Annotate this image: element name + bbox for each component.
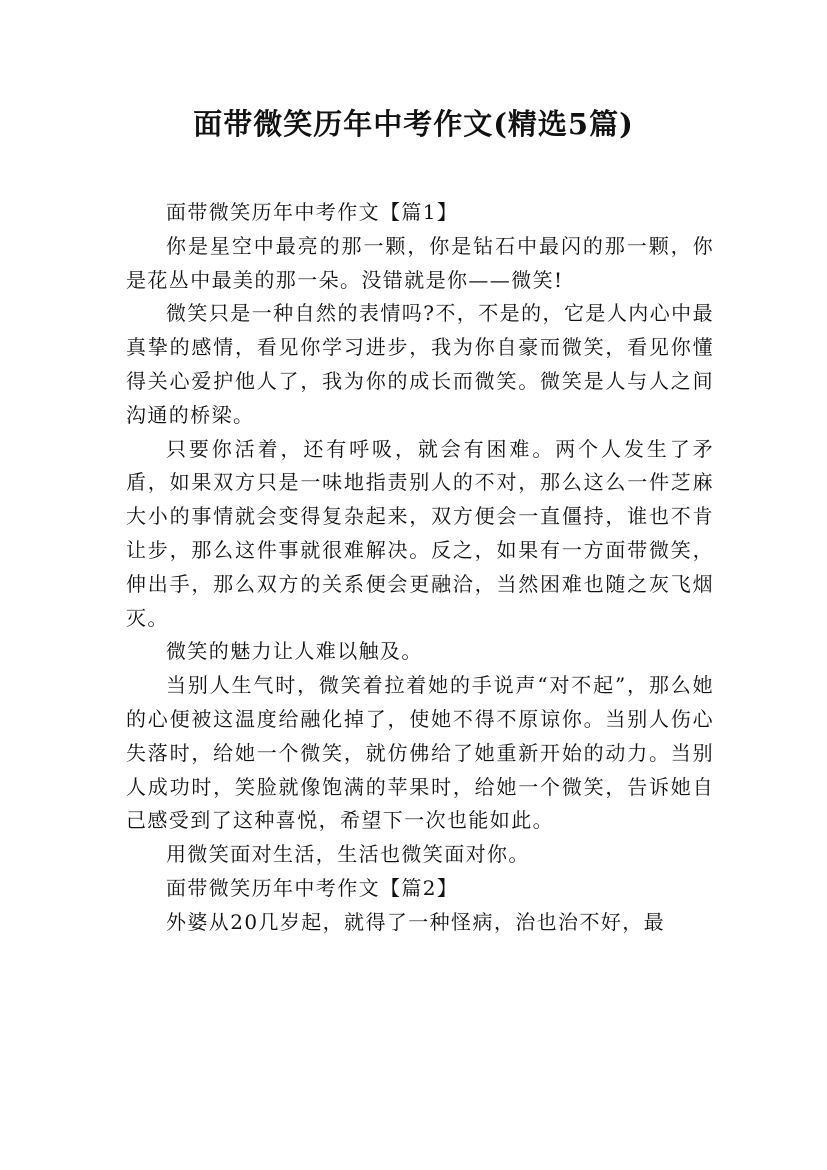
paragraph: 你是星空中最亮的那一颗，你是钻石中最闪的那一颗，你是花丛中最美的那一朵。没错就是你——微笑! — [126, 233, 714, 292]
document-body — [126, 196, 714, 940]
paragraph: 当别人生气时，微笑着拉着她的手说声“对不起”，那么她的心便被这温度给融化掉了，使她不得不原谅你。当别人伤心失落时，给她一个微笑，就仿佛给了她重新开始的动力。当别人成功时，笑脸就像饱满的苹果时，给她一个微笑，告诉她自己感受到了这种喜悦，希望下一次也能如此。 — [126, 673, 714, 833]
paragraph: 微笑只是一种自然的表情吗?不，不是的，它是人内心中最真挚的感情，看见你学习进步，我为你自豪而微笑，看见你懂得关心爱护他人了，我为你的成长而微笑。微笑是人与人之间沟通的桥梁。 — [126, 301, 714, 427]
paragraph: 只要你活着，还有呼吸，就会有困难。两个人发生了矛盾，如果双方只是一味地指责别人的不对，那么这么一件芝麻大小的事情就会变得复杂起来，双方便会一直僵持，谁也不肯让步，那么这件事就很难解决。反之，如果有一方面带微笑，伸出手，那么双方的关系便会更融洽，当然困难也随之灰飞烟灭。 — [126, 436, 714, 630]
section-heading-1: 面带微笑历年中考作文【篇1】 — [166, 200, 459, 224]
section-heading-2: 面带微笑历年中考作文【篇2】 — [166, 875, 459, 900]
paragraph: 用微笑面对生活，生活也微笑面对你。 — [166, 842, 530, 867]
document-title: 面带微笑历年中考作文(精选5篇) — [193, 107, 634, 141]
paragraph: 微笑的魅力让人难以触及。 — [166, 639, 423, 664]
paragraph: 外婆从20几岁起，就得了一种怪病，治也治不好，最 — [166, 909, 666, 934]
